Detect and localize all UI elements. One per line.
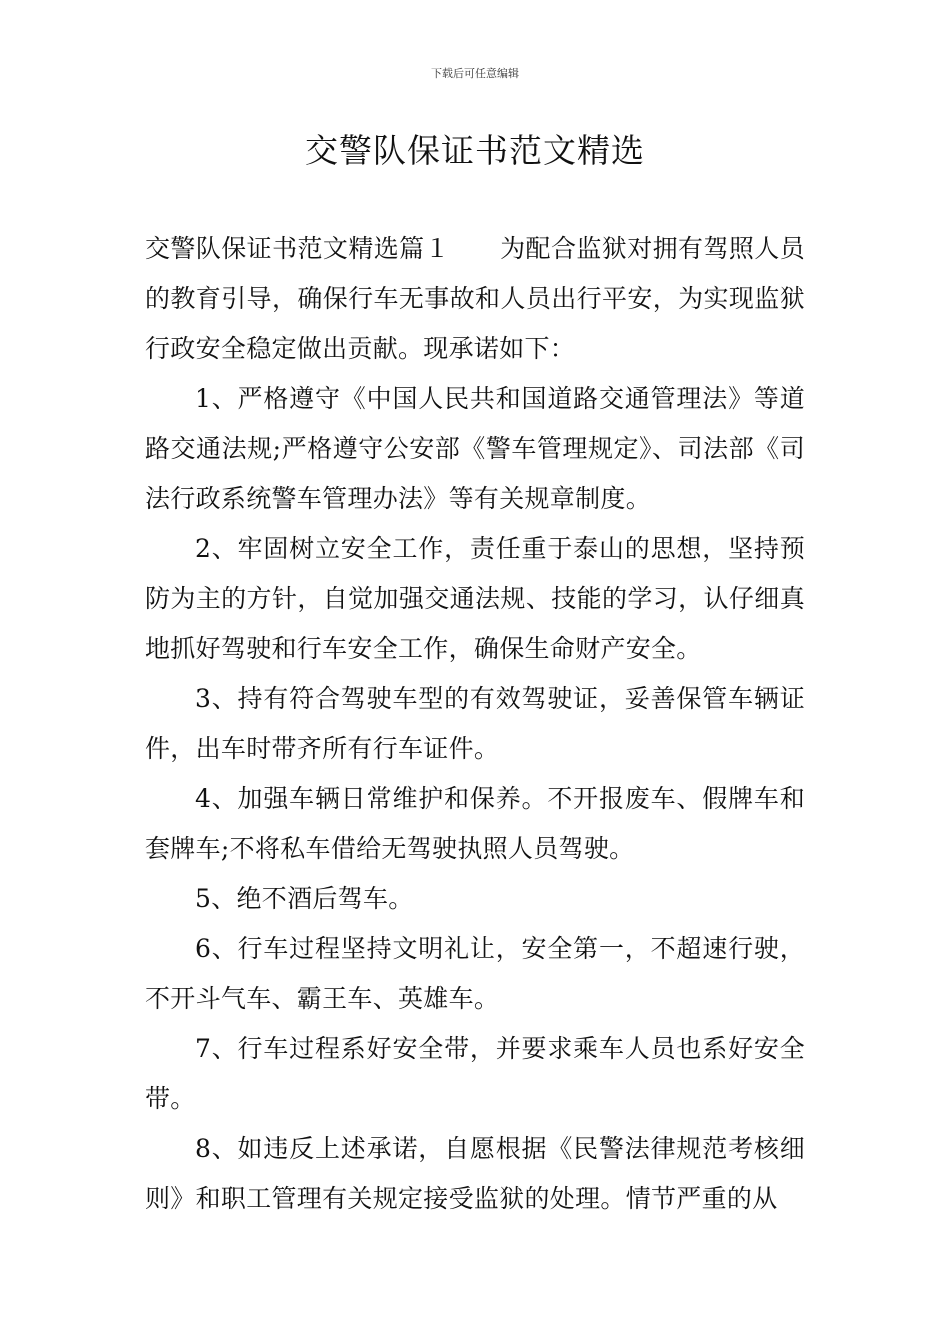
section-heading: 交警队保证书范文精选篇１	[145, 234, 450, 263]
clause-paragraph-8: 8、如违反上述承诺，自愿根据《民警法律规范考核细则》和职工管理有关规定接受监狱的处理。情节严重的从	[145, 1134, 805, 1213]
clause-paragraph-3: 3、持有符合驾驶车型的有效驾驶证，妥善保管车辆证件，出车时带齐所有行车证件。	[145, 684, 805, 763]
document-body	[145, 224, 805, 1224]
clause-paragraph-6: 6、行车过程坚持文明礼让，安全第一，不超速行驶，不开斗气车、霸王车、英雄车。	[145, 934, 805, 1013]
clause-paragraph-5: 5、绝不酒后驾车。	[195, 884, 414, 913]
clause-paragraph-2: 2、牢固树立安全工作，责任重于泰山的思想，坚持预防为主的方针，自觉加强交通法规、技能的学习，认仔细真地抓好驾驶和行车安全工作，确保生命财产安全。	[145, 534, 805, 663]
intro-paragraph	[145, 224, 805, 374]
page-title: 交警队保证书范文精选	[305, 131, 645, 170]
header-note: 下载后可任意编辑	[431, 67, 519, 80]
clause-paragraph-7: 7、行车过程系好安全带，并要求乘车人员也系好安全带。	[145, 1034, 805, 1113]
clause-paragraph-4: 4、加强车辆日常维护和保养。不开报废车、假牌车和套牌车;不将私车借给无驾驶执照人员驾驶。	[145, 784, 805, 863]
intro-text: 为配合监狱对拥有驾照人员的教育引导，确保行车无事故和人员出行平安，为实现监狱行政安全稳定做出贡献。现承诺如下：	[145, 234, 805, 363]
clause-paragraph-1: 1、严格遵守《中国人民共和国道路交通管理法》等道路交通法规;严格遵守公安部《警车管理规定》、司法部《司法行政系统警车管理办法》等有关规章制度。	[145, 384, 805, 513]
